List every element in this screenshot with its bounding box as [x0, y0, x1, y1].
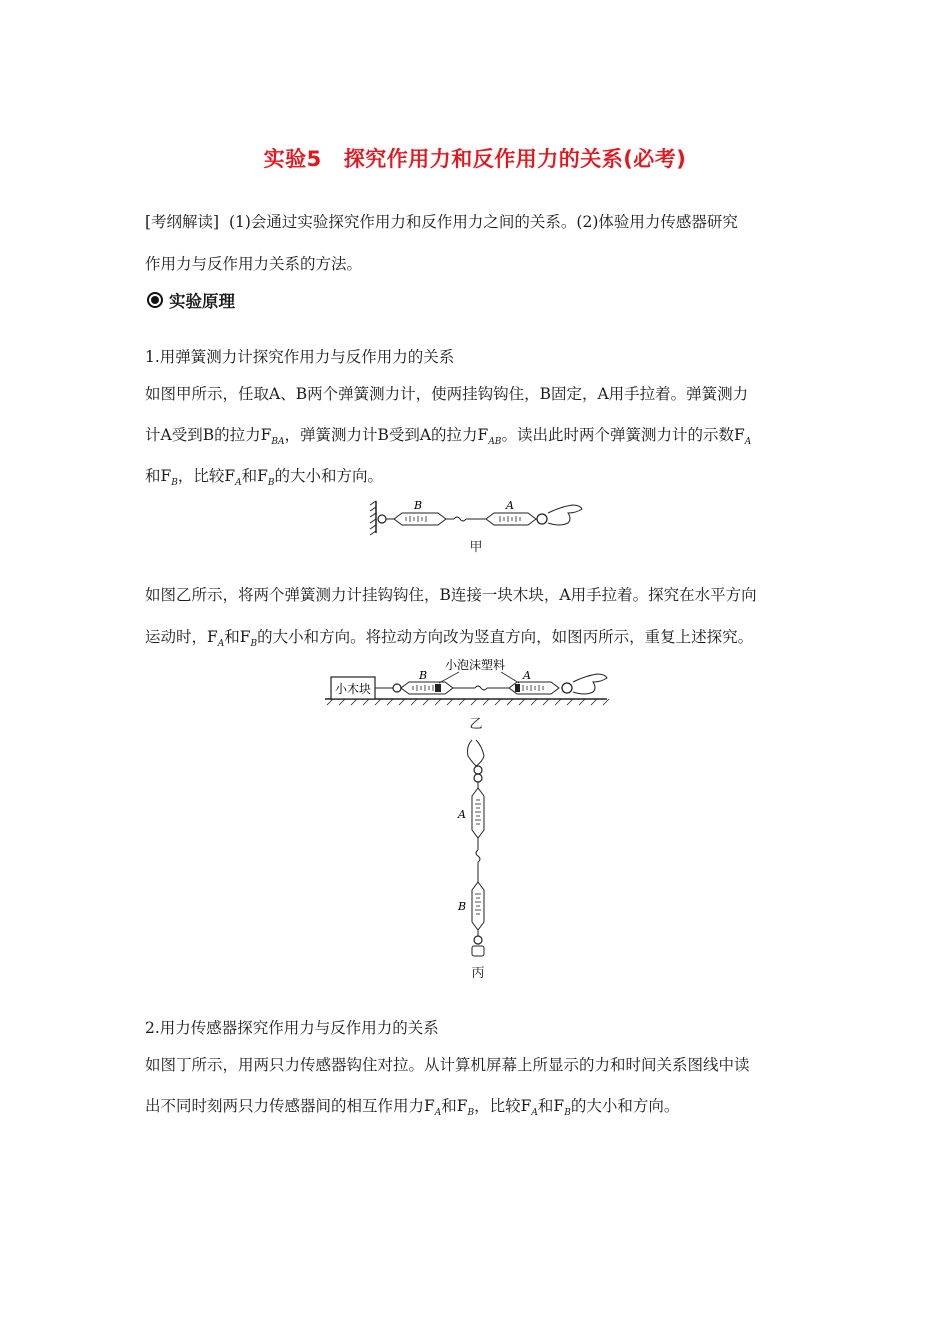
item1-heading: 1.用弹簧测力计探究作用力与反作用力的关系	[145, 348, 455, 366]
caption-jia: 甲	[469, 540, 483, 555]
item1-line-1: 如图甲所示，任取A、B两个弹簧测力计，使两挂钩钩住，B固定，A用手拉着。弹簧测力	[145, 385, 749, 403]
bullet-icon	[147, 292, 163, 308]
yi-foam-label: 小泡沫塑料	[445, 658, 506, 672]
bing-label-a: A	[458, 808, 466, 821]
yi-label-b: B	[419, 669, 428, 682]
syllabus-line-2: 作用力与反作用力关系的方法。	[145, 255, 363, 273]
item2-line-1: 如图丁所示，用两只力传感器钩住对拉。从计算机屏幕上所显示的力和时间关系图线中读	[145, 1056, 750, 1074]
item1-line-3: 和$F_B$，比较$F_A$和$F_B$的大小和方向。	[145, 467, 384, 489]
figure-yi	[325, 655, 615, 711]
syllabus-tag: [考纲解读]	[145, 213, 220, 231]
figure-bing	[452, 738, 502, 960]
item2-line-2: 出不同时刻两只力传感器间的相互作用力$F_A$和$F_B$，比较$F_A$和$F_B$的大小和方向。	[145, 1097, 680, 1119]
jia-label-a: A	[506, 499, 514, 512]
yi-block-label: 小木块	[334, 682, 372, 696]
yi-label-a: A	[523, 669, 531, 682]
item1b-line-1: 如图乙所示，将两个弹簧测力计挂钩钩住，B连接一块木块，A用手拉着。探究在水平方向	[145, 586, 757, 604]
caption-bing: 丙	[471, 966, 485, 981]
item1b-line-2: 运动时，$F_A$和$F_B$的大小和方向。将拉动方向改为竖直方向，如图丙所示，重复上述探究。	[145, 628, 754, 650]
caption-yi: 乙	[469, 717, 483, 732]
syllabus-line-1: [考纲解读] (1)会通过实验探究作用力和反作用力之间的关系。(2)体验用力传感器研究	[145, 213, 738, 231]
page-title: 实验5 探究作用力和反作用力的关系(必考)	[263, 147, 687, 171]
item2-heading: 2.用力传感器探究作用力与反作用力的关系	[145, 1019, 439, 1037]
jia-label-b: B	[414, 499, 423, 512]
section-heading: 实验原理	[147, 288, 235, 312]
figure-jia	[368, 497, 586, 537]
bing-label-b: B	[458, 900, 467, 913]
item1-line-2: 计A受到B的拉力$F_{BA}$，弹簧测力计B受到A的拉力$F_{AB}$。读出此时两个弹簧测力计的示数$F_A$	[145, 426, 752, 448]
